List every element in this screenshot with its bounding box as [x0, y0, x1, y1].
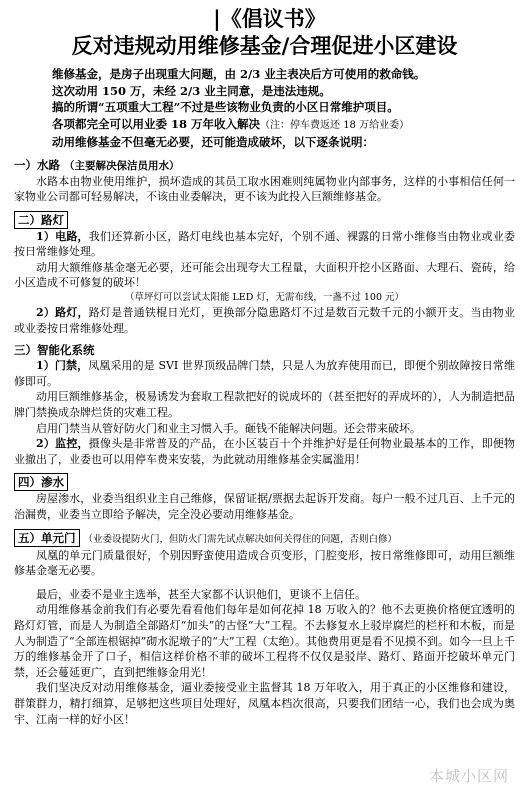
- intro-line-4-note: （注：停车费返还 18 万给业委）: [260, 119, 410, 131]
- section-2-note: （草坪灯可以尝试太阳能 LED 灯，无需布线，一盏不过 100 元）: [124, 292, 405, 304]
- section-3-paragraph-1: [14, 358, 515, 389]
- intro-block: [14, 66, 515, 151]
- spacer: [14, 579, 515, 587]
- section-3-title: 三）智能化系统: [14, 343, 95, 358]
- section-1-paragraph: 水路本由物业使用维护，损坏造成的其员工取水困难则纯属物业内部事务，这样的小事相信任何一家物业公司都可轻易解决，不该由业委解决，更不该为此投入巨额维修基金。: [14, 174, 515, 204]
- section-5-heading: [14, 529, 515, 548]
- section-5-paragraph: 凤凰的单元门质量很好，个别因野蛮使用造成合页变形，门腔变形，按日常维修即可，动用巨额维修基金毫无必要。: [14, 548, 515, 578]
- section-5-title: 五）单元门: [14, 529, 80, 547]
- section-2-paragraph-3: [14, 305, 515, 336]
- section-3-heading: [14, 342, 515, 358]
- intro-line-3: 搞的所谓“五项重大工程”不过是些该物业负责的小区日常维护项目。: [52, 100, 399, 114]
- section-2-p3-lead: 2）路灯，: [36, 306, 89, 320]
- intro-line-5: 动用维修基金不但毫无必要，还可能造成破坏，以下逐条说明：: [52, 135, 374, 149]
- section-1-subtitle: （主要解决保洁员用水）: [64, 159, 180, 172]
- section-1-heading: [14, 157, 515, 174]
- section-4-paragraph: 房屋渗水，业委当组织业主自己维修，保留证据/票据去起诉开发商。每户一般不过几百、上千元的治漏费，业委当立即给予解决，完全没必要动用维修基金。: [14, 492, 515, 521]
- closing-paragraph-2: 动用维修基金前我们有必要先看看他们每年是如何花掉 18 万收入的？他不去更换价格便宜透明的路灯灯管，而是人为制造全部路灯“加头”的古怪“大”工程。不去修复水上驳岸腐烂的栏杆和木板，而是人为制造了“全部连根锯掉”砌水泥墩子的“大”工程（太绝）。其他费用更是看不见摸不到。如今一旦上千万的维修基金开了口子，相信这样价格不菲的破坏工程将不仅仅是驳岸、路灯、路面开挖破坏单元门禁，还会蔓延更广，直到把维修金用光！: [14, 603, 515, 679]
- section-3-p4-text: 摄像头是非常普及的产品，在小区装百十个并维护好是任何物业最基本的工作，即便物业撤出了，业委也可以用停车费来安装，为此就动用维修基金实属滥用！: [14, 437, 516, 466]
- section-2-p3-text: 路灯是普通铁棍日光灯，更换部分隐患路灯不过是数百元数千元的小额开支。当由物业或业委按日常维修处理。: [14, 306, 516, 335]
- doc-title: |《倡议书》: [213, 6, 326, 31]
- section-3-p1-text: 凤凰采用的是 SVI 世界顶级品牌门禁，只是人为放弃使用而已，即便个别故障按日常维修即可。: [14, 359, 515, 388]
- site-watermark: 本城小区网: [428, 767, 509, 785]
- intro-line-4: [52, 116, 515, 135]
- section-5-note: （业委设提防火门，但防火门需先试点解决如何关得住的问题，否则白修）: [83, 533, 398, 545]
- section-3-paragraph-2: 动用巨额维修基金，极易诱发为套取工程款把好的说成坏的（甚至把好的弄成坏的），人为制造把品牌门禁换成杂牌烂货的灾难工程。: [14, 390, 515, 420]
- section-2-paragraph-1: [14, 229, 515, 260]
- section-2-title: 二）路灯: [14, 211, 68, 229]
- section-2-p1-lead: 1）电路，: [36, 229, 89, 243]
- intro-line-1: 维修基金，是房子出现重大问题，由 2/3 业主表决后方可使用的救命钱。: [52, 67, 426, 81]
- section-1-title: 一）水路: [14, 157, 60, 172]
- section-3-paragraph-3: 启用门禁当从管好防火门和业主习惯入手。砸钱不能解决问题。还会带来破坏。: [36, 421, 421, 435]
- intro-line-4-main: 各项都完全可以用业委 18 万年收入解决: [52, 116, 261, 131]
- closing-paragraph-1: 最后，业委不是业主选举，甚至大家都不认识他们，更谈不上信任。: [36, 587, 366, 601]
- intro-line-2: 这次动用 150 万，未经 2/3 业主同意，是违法违规。: [52, 83, 331, 98]
- section-4-title: 四）渗水: [14, 473, 68, 491]
- section-2-heading: [14, 211, 515, 229]
- closing-paragraph-3: 我们坚决反对动用维修基金，逼业委接受业主监督其 18 万年收入，用于真正的小区维修和建设，群策群力，精打细算，足够把这些项目处理好，凤凰本档次很高，只要我们团结一心，我们也会成为奥宇、江南一样的好小区！: [14, 681, 515, 726]
- section-4-heading: [14, 473, 515, 491]
- section-2-p1-text: 我们还算新小区，路灯电线也基本完好，个别不通、裸露的日常小维修当由物业或业委按日常维修处理。: [14, 229, 516, 259]
- doc-subtitle: 反对违规动用维修基金/合理促进小区建设: [71, 33, 458, 58]
- section-3-paragraph-4: [14, 436, 515, 467]
- section-3-p4-lead: 2）监控，: [36, 437, 89, 451]
- section-2-paragraph-2: 动用大额维修基金毫无必要，还可能会出现夸大工程量，大面积开挖小区路面、大理石、瓷砖，给小区造成不可修复的破坏！: [14, 260, 515, 290]
- section-3-p1-lead: 1）门禁，: [36, 359, 89, 373]
